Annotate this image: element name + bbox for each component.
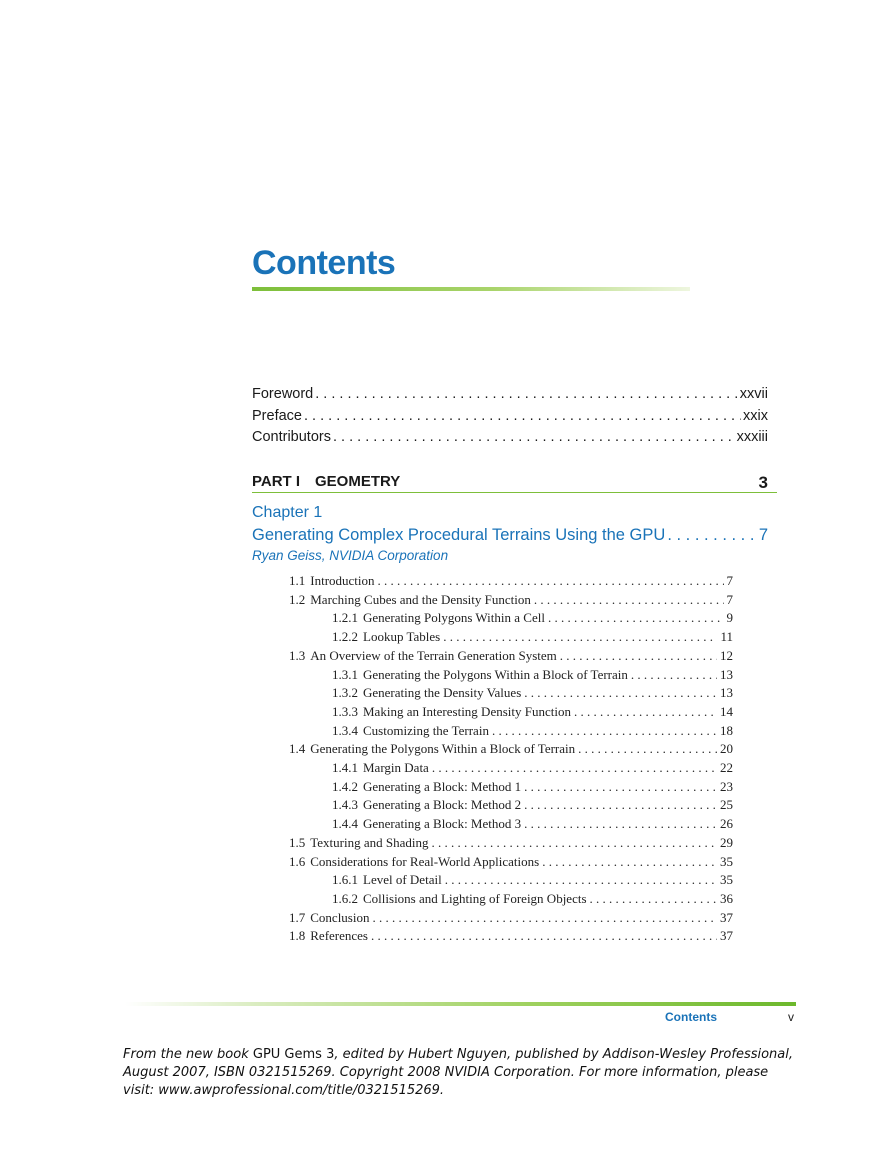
section-page: 12: [720, 647, 733, 663]
toc-section-entry[interactable]: [332, 760, 733, 778]
section-page: 29: [720, 834, 733, 850]
section-title: References: [310, 928, 368, 944]
leader-dots: [667, 526, 757, 545]
toc-section-entry[interactable]: [332, 797, 733, 815]
section-number: 1.8: [289, 928, 306, 944]
toc-section-entry[interactable]: [332, 723, 733, 741]
section-page: 35: [720, 853, 733, 869]
section-page: 14: [720, 703, 733, 719]
part-label: PART I: [252, 473, 301, 490]
toc-section-entry[interactable]: [289, 592, 733, 610]
toc-section-entry[interactable]: [289, 854, 733, 872]
section-number: 1.4.2: [332, 778, 358, 794]
leader-dots: [534, 592, 724, 608]
toc-section-entry[interactable]: [289, 741, 733, 759]
section-number: 1.6: [289, 853, 306, 869]
footer-label: Contents: [665, 1010, 717, 1024]
section-number: 1.3: [289, 647, 306, 663]
footer-rule: [125, 1002, 796, 1006]
section-title: Level of Detail: [363, 872, 442, 888]
toc-section-entry[interactable]: [289, 648, 733, 666]
section-page: 37: [720, 909, 733, 925]
section-page: 36: [720, 890, 733, 906]
section-number: 1.4.3: [332, 797, 358, 813]
section-title: An Overview of the Terrain Generation System: [310, 647, 557, 663]
section-number: 1.1: [289, 573, 306, 588]
leader-dots: [524, 797, 717, 813]
part-name: GEOMETRY: [315, 473, 401, 490]
section-title: Generating the Density Values: [363, 685, 522, 701]
section-number: 1.4.1: [332, 760, 358, 775]
toc-section-entry[interactable]: [289, 928, 733, 946]
section-page: 37: [720, 928, 733, 944]
leader-dots: [372, 910, 717, 926]
toc-entry-contributors[interactable]: [252, 429, 768, 449]
section-number: 1.2: [289, 591, 306, 607]
section-page: 35: [720, 872, 733, 888]
leader-dots: [378, 573, 724, 589]
leader-dots: [560, 648, 717, 664]
leader-dots: [631, 667, 717, 683]
toc-entry-page: xxix: [743, 408, 768, 424]
section-number: 1.3.4: [332, 722, 358, 738]
section-page: 20: [720, 741, 733, 757]
section-page: 13: [720, 666, 733, 682]
leader-dots: [524, 816, 717, 832]
section-title: Generating the Polygons Within a Block of Terrain: [363, 666, 628, 682]
leader-dots: [443, 629, 717, 645]
leader-dots: [492, 723, 717, 739]
leader-dots: [548, 610, 724, 626]
toc-entry-page: xxxiii: [736, 429, 768, 445]
toc-section-entry[interactable]: [332, 667, 733, 685]
toc-section-entry[interactable]: [332, 872, 733, 890]
leader-dots: [315, 386, 738, 402]
section-number: 1.2.2: [332, 629, 358, 645]
chapter-title: Generating Complex Procedural Terrains Using the GPU: [252, 526, 666, 544]
leader-dots: [333, 429, 735, 445]
leader-dots: [578, 741, 717, 757]
section-page: 11: [720, 629, 733, 645]
section-page: 13: [720, 685, 733, 701]
section-title: Considerations for Real-World Applications: [310, 853, 540, 869]
section-title: Introduction: [310, 573, 375, 588]
section-number: 1.3.2: [332, 685, 358, 701]
toc-section-entry[interactable]: [332, 685, 733, 703]
toc-entry-foreword[interactable]: [252, 386, 768, 406]
toc-entry-label: Foreword: [252, 386, 314, 402]
section-title: Generating a Block: Method 1: [363, 778, 522, 794]
toc-entry-preface[interactable]: [252, 408, 768, 428]
section-number: 1.2.1: [332, 610, 358, 626]
leader-dots: [590, 891, 717, 907]
section-title: Generating the Polygons Within a Block of Terrain: [310, 741, 576, 757]
part-page: 3: [758, 473, 768, 492]
section-number: 1.4.4: [332, 816, 358, 832]
section-number: 1.6.2: [332, 890, 358, 906]
section-title: Generating a Block: Method 3: [363, 816, 522, 832]
section-page: 7: [726, 573, 733, 588]
section-title: Texturing and Shading: [310, 834, 429, 850]
toc-section-entry[interactable]: [332, 704, 733, 722]
page-title: Contents: [252, 244, 396, 282]
section-page: 23: [720, 778, 733, 794]
section-title: Lookup Tables: [363, 629, 441, 645]
toc-section-entry[interactable]: [332, 610, 733, 628]
section-title: Marching Cubes and the Density Function: [310, 591, 531, 607]
section-title: Margin Data: [363, 760, 429, 775]
chapter-page: 7: [758, 526, 768, 544]
chapter-label: Chapter 1: [252, 504, 323, 521]
part-rule: [252, 492, 777, 493]
credit-note: [123, 1046, 803, 1100]
toc-section-entry[interactable]: [332, 816, 733, 834]
leader-dots: [304, 408, 741, 424]
section-page: 26: [720, 816, 733, 832]
chapter-title-entry[interactable]: [252, 526, 768, 548]
chapter-author: Ryan Geiss, NVIDIA Corporation: [252, 548, 449, 563]
section-page: 25: [720, 797, 733, 813]
section-number: 1.4: [289, 741, 306, 757]
credit-book-title: GPU Gems 3: [252, 1047, 335, 1062]
section-title: Making an Interesting Density Function: [363, 703, 571, 719]
toc-section-entry[interactable]: [332, 891, 733, 909]
section-number: 1.3.1: [332, 666, 358, 682]
credit-rest: , edited by Hubert Nguyen, published by Addison-Wesley Professional, August 2007, ISBN 0321515269. Copyright 2008 NVIDIA Corporation. For more information, please visit: www.awprofessional.com/title/0321515269.: [123, 1047, 794, 1098]
leader-dots: [524, 779, 717, 795]
section-number: 1.6.1: [332, 872, 358, 888]
section-page: 18: [720, 722, 733, 738]
leader-dots: [542, 854, 717, 870]
leader-dots: [574, 704, 717, 720]
title-underline: [252, 287, 690, 291]
section-page: 22: [720, 760, 733, 775]
leader-dots: [432, 835, 718, 851]
section-title: Customizing the Terrain: [363, 722, 489, 738]
toc-entry-label: Preface: [252, 408, 302, 424]
toc-section-entry[interactable]: [332, 779, 733, 797]
toc-section-entry[interactable]: [289, 573, 733, 591]
section-number: 1.5: [289, 834, 306, 850]
section-title: Conclusion: [310, 909, 370, 925]
leader-dots: [371, 928, 717, 944]
section-number: 1.7: [289, 909, 306, 925]
footer-page-number: v: [788, 1010, 794, 1024]
leader-dots: [432, 760, 717, 776]
toc-entry-label: Contributors: [252, 429, 331, 445]
part-heading[interactable]: [252, 473, 768, 493]
leader-dots: [524, 685, 717, 701]
leader-dots: [445, 872, 717, 888]
toc-section-entry[interactable]: [332, 629, 733, 647]
section-page: 9: [726, 610, 733, 626]
section-page: 7: [726, 591, 733, 607]
section-number: 1.3.3: [332, 703, 358, 719]
section-title: Collisions and Lighting of Foreign Objects: [363, 890, 587, 906]
toc-entry-page: xxvii: [739, 386, 768, 402]
credit-prefix: From the new book: [123, 1047, 253, 1062]
toc-section-entry[interactable]: [289, 910, 733, 928]
toc-section-entry[interactable]: [289, 835, 733, 853]
section-title: Generating Polygons Within a Cell: [363, 610, 545, 626]
section-title: Generating a Block: Method 2: [363, 797, 522, 813]
